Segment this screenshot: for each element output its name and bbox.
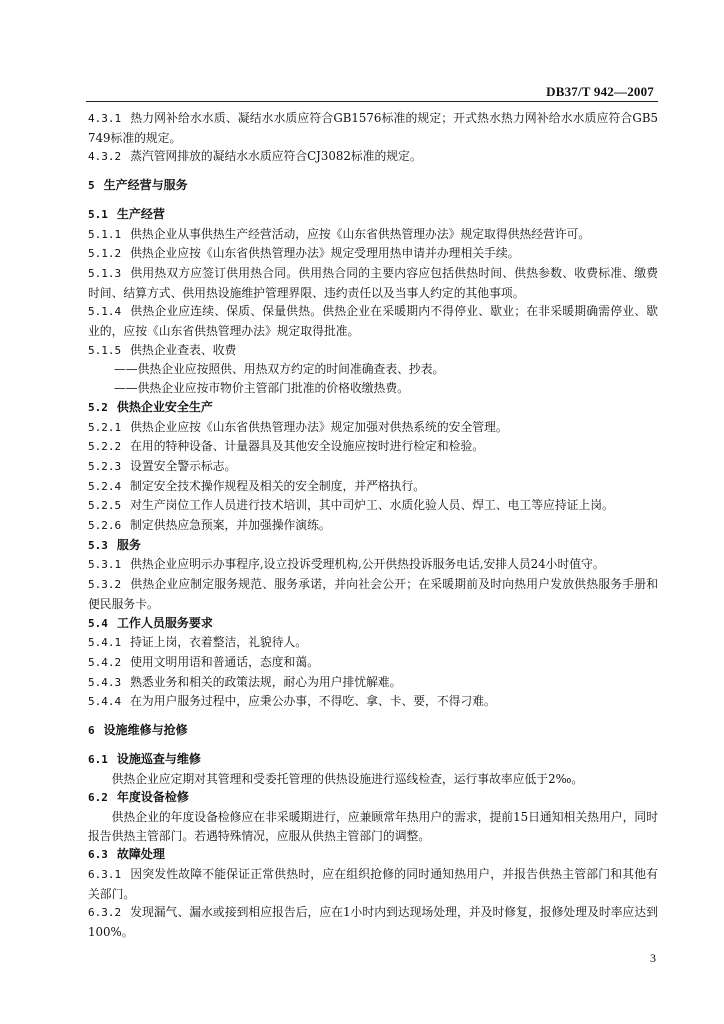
clause-text: 供用热双方应签订供用热合同。供用热合同的主要内容应包括供热时间、供热参数、收费标准、缴费时间、结算方式、供用热设施维护管理界限、违约责任以及当事人约定的其他事项。 [88,265,658,300]
clause-number: 5 [88,179,95,193]
clause-number: 6.1 [88,752,108,766]
clause-text: 制定供热应急预案，并加强操作演练。 [130,518,331,533]
clause-number: 5.2.4 [88,479,122,493]
clause-number: 6.3.2 [88,906,122,920]
clause-number: 5.2 [88,400,108,414]
clause-text: 年度设备检修 [116,790,189,805]
clause-number: 5.4.3 [88,675,122,689]
clause-number: 5.1.5 [88,343,122,357]
clause-paragraph [88,244,658,264]
clause-number: 4.3.2 [88,150,122,164]
clause-number: 5.4 [88,616,108,630]
clause-paragraph [88,496,658,516]
clause-number: 5.3 [88,538,108,552]
body-paragraph [88,770,658,789]
clause-number: 5.3.1 [88,558,122,572]
clause-text: 供热企业应制定服务规范、服务承诺，并向社会公开；在采暖期前及时向热用户发放供热服务手册和便民服务卡。 [88,577,658,611]
clause-number: 5.1.2 [88,247,122,261]
clause-number: 5.2.5 [88,499,122,513]
clause-text: 供热企业应按《山东省供热管理办法》规定加强对供热系统的安全管理。 [130,419,508,434]
clause-paragraph [88,418,658,438]
clause-text: 生产经营与服务 [103,178,188,193]
clause-paragraph [88,633,658,653]
subsection-heading [88,536,658,556]
clause-text: 对生产岗位工作人员进行技术培训，其中司炉工、水质化验人员、焊工、电工等应持证上岗。 [130,498,614,513]
clause-paragraph [88,903,658,941]
clause-text: 供热企业安全生产 [116,399,213,414]
clause-text: 制定安全技术操作规程及相关的安全制度，并严格执行。 [130,478,426,493]
clause-paragraph [88,692,658,712]
subsection-heading [88,788,658,808]
clause-paragraph [88,477,658,497]
clause-text: 熟悉业务和相关的政策法规，耐心为用户排忧解难。 [130,674,402,689]
clause-text: 因突发性故障不能保证正常供热时，应在组织抢修的同时通知热用户，并报告供热主管部门和其他有关部门。 [88,867,658,901]
header-divider [86,101,658,102]
clause-number: 4.3.1 [88,112,122,125]
clause-text: 热力网补给水水质、凝结水水质应符合GB1576标准的规定；开式热水热力网补给水水质应符合GB5749标准的规定。 [88,111,658,145]
clause-text: ——供热企业应按照供、用热双方约定的时间准确查表、抄表。 [114,362,445,377]
clause-text: 故障处理 [116,847,165,862]
subsection-heading [88,614,658,634]
clause-paragraph [88,555,658,575]
list-item [88,360,658,379]
clause-text: 供热企业应按《山东省供热管理办法》规定受理用热申请并办理相关手续。 [130,246,520,261]
clause-text: 设置安全警示标志。 [130,458,237,473]
document-body [88,109,658,942]
clause-number: 5.1.3 [88,266,122,280]
section-heading [88,176,658,196]
clause-number: 5.3.2 [88,578,122,592]
clause-text: ——供热企业应按市物价主管部门批准的价格收缴热费。 [114,381,409,396]
subsection-heading [88,750,658,770]
clause-text: 供热企业查表、收费 [130,342,237,357]
clause-paragraph [88,575,658,613]
clause-text: 设施巡查与维修 [116,751,201,766]
clause-text: 供热企业应连续、保质、保量供热。供热企业在采暖期内不得停业、歇业；在非采暖期确需停业、歇业的，应按《山东省供热管理办法》规定取得批准。 [88,304,658,339]
clause-text: 设施维修与抢修 [103,723,188,738]
clause-text: 蒸汽管网排放的凝结水水质应符合CJ3082标准的规定。 [130,149,422,164]
clause-text: 发现漏气、漏水或接到相应报告后，应在1小时内到达现场处理，并及时修复，报修处理及时率应达到100%。 [88,905,658,940]
clause-number: 6 [88,724,95,738]
subsection-heading [88,205,658,225]
list-item [88,379,658,398]
clause-number: 5.2.1 [88,420,122,434]
clause-text: 工作人员服务要求 [116,615,213,630]
clause-paragraph [88,341,658,361]
clause-paragraph [88,437,658,457]
clause-text: 持证上岗，衣着整洁，礼貌待人。 [130,635,308,650]
clause-text: 供热企业应定期对其管理和受委托管理的供热设施进行巡线检查，运行事故率应低于2‰。 [111,771,584,786]
clause-paragraph [88,865,658,903]
clause-number: 6.3 [88,848,108,862]
clause-paragraph [88,225,658,245]
clause-number: 5.2.2 [88,440,122,454]
clause-paragraph [88,516,658,536]
clause-number: 5.4.4 [88,695,122,709]
clause-text: 在用的特种设备、计量器具及其他安全设施应按时进行检定和检验。 [130,439,485,454]
subsection-heading [88,845,658,865]
clause-text: 生产经营 [116,206,165,221]
clause-number: 6.2 [88,791,108,805]
clause-number: 5.1.4 [88,305,122,319]
clause-paragraph [88,653,658,673]
clause-paragraph [88,457,658,477]
clause-number: 6.3.1 [88,868,122,882]
clause-number: 5.1 [88,207,108,221]
clause-text: 供热企业的年度设备检修应在非采暖期进行，应兼顾常年热用户的需求，提前15日通知相关热用户，同时报告供热主管部门。若遇特殊情况，应服从供热主管部门的调整。 [88,809,658,843]
clause-number: 5.1.1 [88,227,122,241]
clause-paragraph [88,147,658,167]
page-number: 3 [650,951,656,965]
clause-number: 5.4.1 [88,636,122,650]
clause-text: 使用文明用语和普通话，态度和蔼。 [130,654,319,669]
clause-text: 供热企业应明示办事程序,设立投诉受理机构,公开供热投诉服务电话,安排人员24小时值守。 [130,557,605,572]
clause-paragraph [88,109,658,147]
clause-paragraph [88,264,658,302]
clause-paragraph [88,673,658,693]
clause-text: 在为用户服务过程中，应秉公办事，不得吃、拿、卡、要，不得刁难。 [130,694,496,709]
clause-number: 5.2.6 [88,519,122,533]
clause-text: 供热企业从事供热生产经营活动，应按《山东省供热管理办法》规定取得供热经营许可。 [130,226,591,241]
subsection-heading [88,398,658,418]
section-heading [88,721,658,741]
clause-number: 5.4.2 [88,655,122,669]
clause-paragraph [88,302,658,340]
document-code: DB37/T 942—2007 [546,84,654,99]
clause-text: 服务 [116,537,141,552]
clause-number: 5.2.3 [88,459,122,473]
body-paragraph [88,808,658,845]
